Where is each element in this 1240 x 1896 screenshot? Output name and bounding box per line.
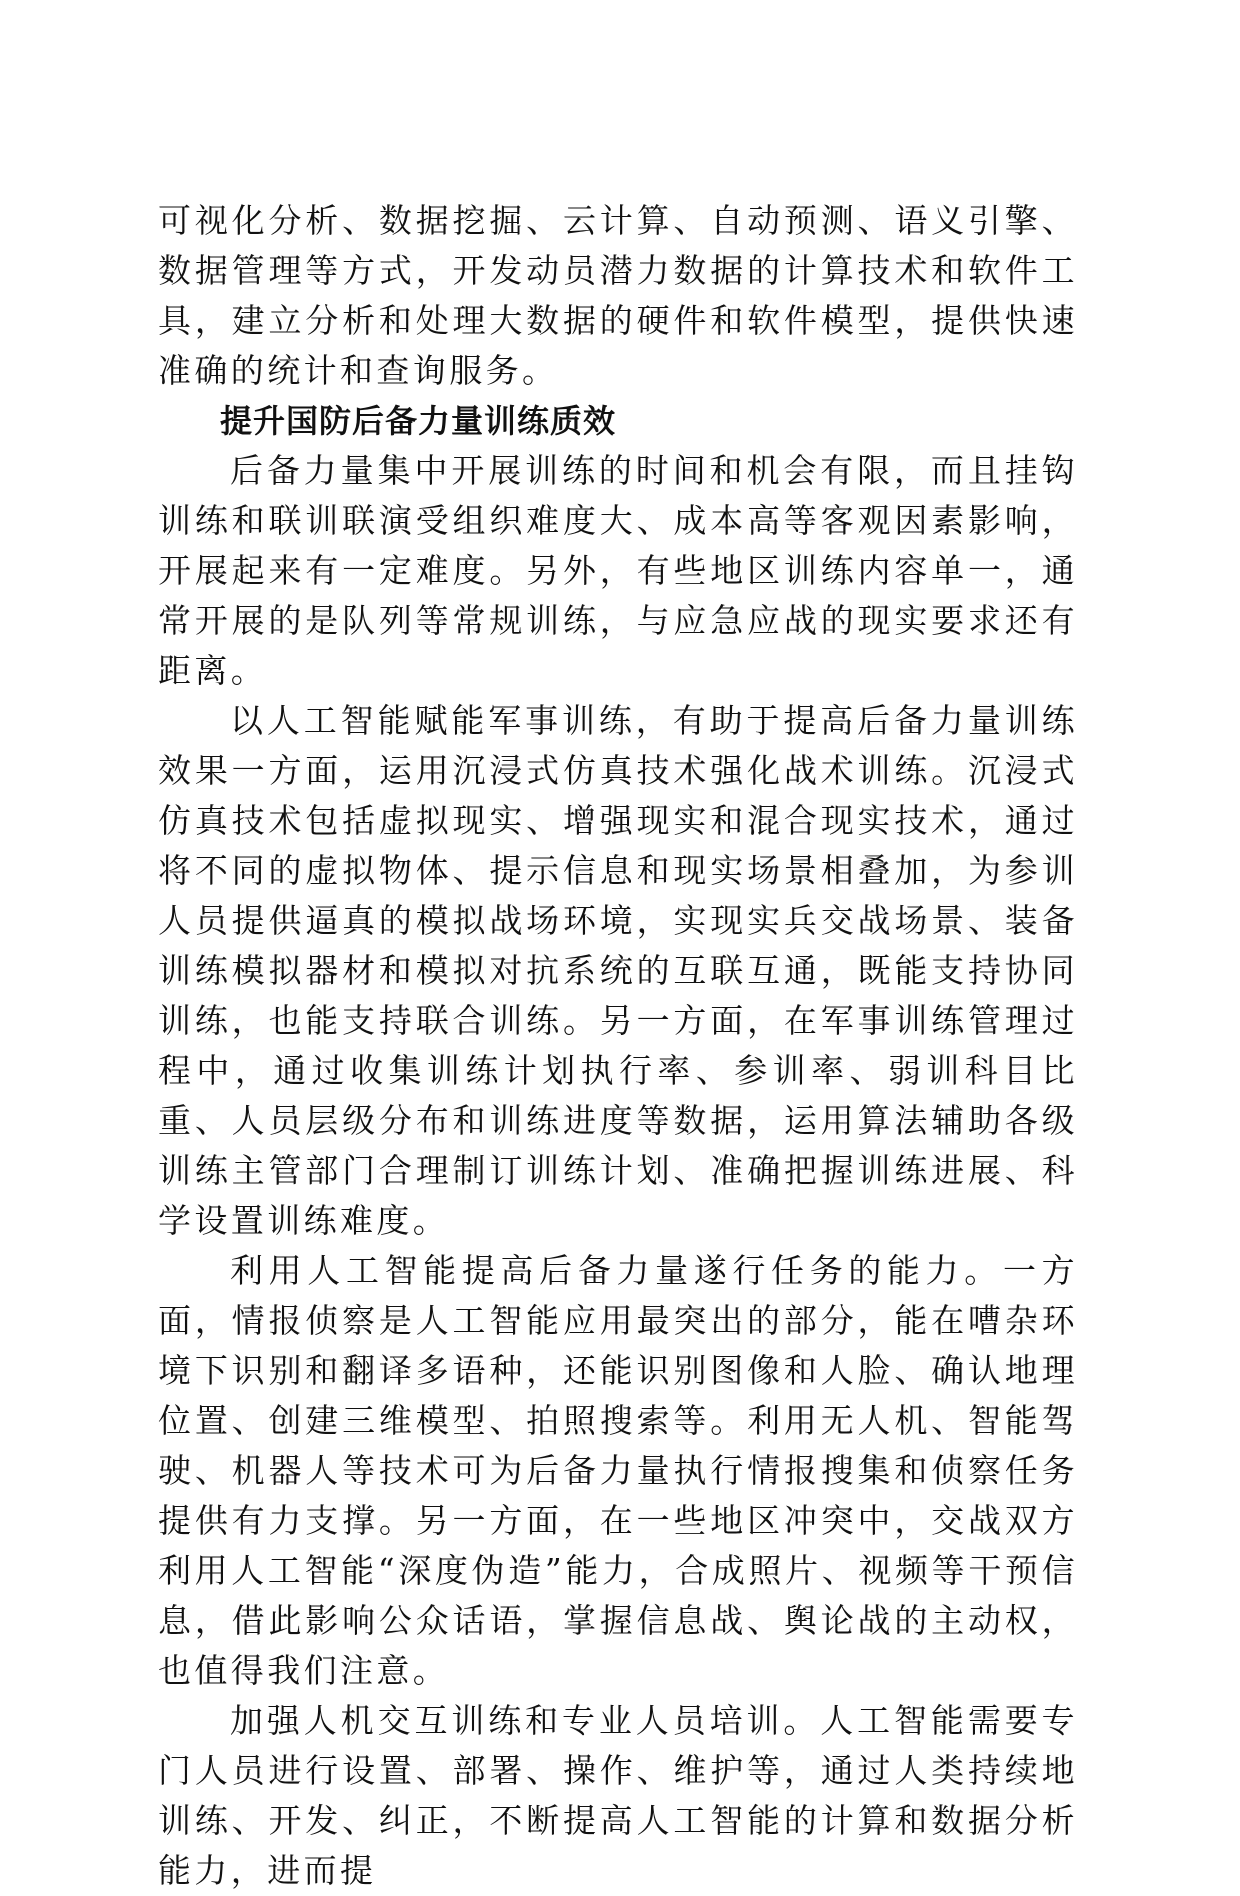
body-paragraph: 以人工智能赋能军事训练，有助于提高后备力量训练效果一方面，运用沉浸式仿真技术强化战术训练。沉浸式仿真技术包括虚拟现实、增强现实和混合现实技术，通过将不同的虚拟物体、提示信息和现实场景相叠加，为参训人员提供逼真的模拟战场环境，实现实兵交战场景、装备训练模拟器材和模拟对抗系统的互联互通，既能支持协同训练，也能支持联合训练。另一方面，在军事训练管理过程中，通过收集训练计划执行率、参训率、弱训科目比重、人员层级分布和训练进度等数据，运用算法辅助各级训练主管部门合理制订训练计划、准确把握训练进展、科学设置训练难度。 — [158, 701, 1078, 1240]
section-heading: 提升国防后备力量训练质效 — [220, 402, 617, 440]
body-paragraph: 加强人机交互训练和专业人员培训。人工智能需要专门人员进行设置、部署、操作、维护等，通过人类持续地训练、开发、纠正，不断提高人工智能的计算和数据分析能力，进而提 — [158, 1701, 1078, 1890]
body-paragraph: 后备力量集中开展训练的时间和机会有限，而且挂钩训练和联训联演受组织难度大、成本高等客观因素影响，开展起来有一定难度。另外，有些地区训练内容单一，通常开展的是队列等常规训练，与应急应战的现实要求还有距离。 — [158, 451, 1078, 690]
document-page — [158, 196, 1078, 1896]
body-paragraph: 可视化分析、数据挖掘、云计算、自动预测、语义引擎、数据管理等方式，开发动员潜力数据的计算技术和软件工具，建立分析和处理大数据的硬件和软件模型，提供快速准确的统计和查询服务。 — [158, 201, 1078, 390]
body-paragraph: 利用人工智能提高后备力量遂行任务的能力。一方面，情报侦察是人工智能应用最突出的部分，能在嘈杂环境下识别和翻译多语种，还能识别图像和人脸、确认地理位置、创建三维模型、拍照搜索等。利用无人机、智能驾驶、机器人等技术可为后备力量执行情报搜集和侦察任务提供有力支撑。另一方面，在一些地区冲突中，交战双方利用人工智能“深度伪造”能力，合成照片、视频等干预信息，借此影响公众话语，掌握信息战、舆论战的主动权，也值得我们注意。 — [158, 1251, 1078, 1690]
